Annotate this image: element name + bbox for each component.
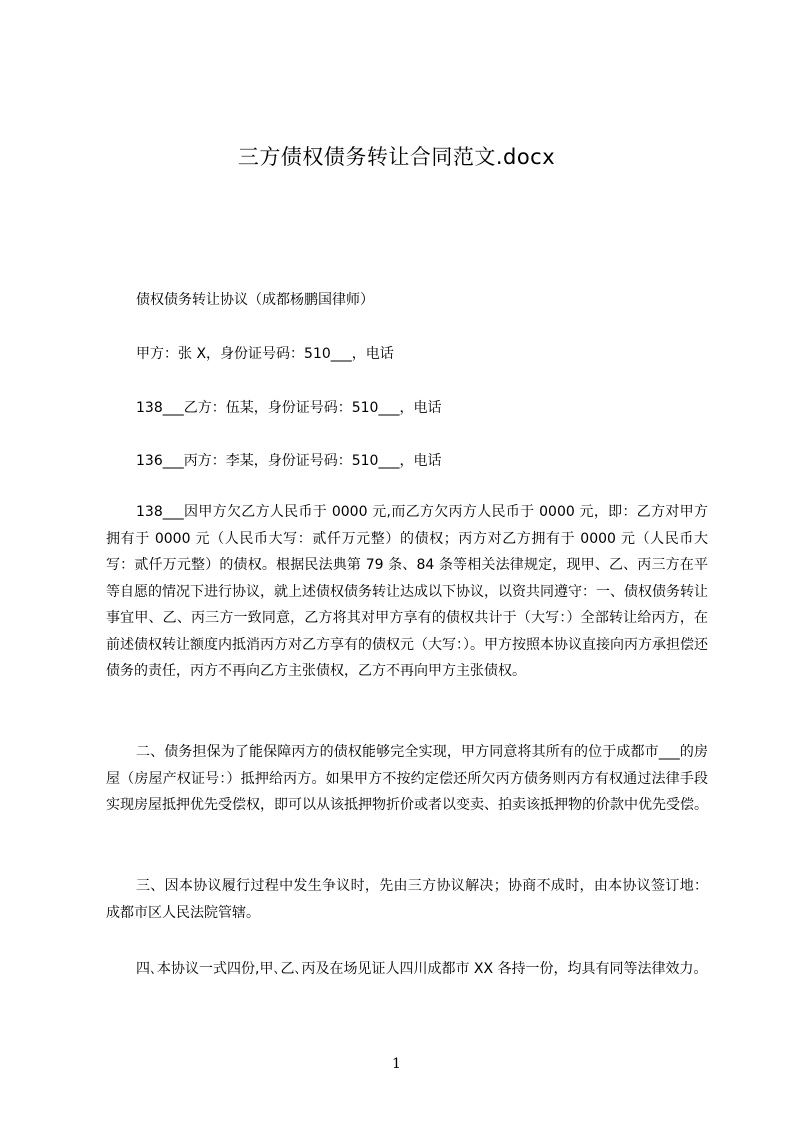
agreement-subtitle: 债权债务转让协议（成都杨鹏国律师）	[136, 292, 374, 308]
paragraph-transfer: 138___因甲方欠乙方人民币于 0000 元,而乙方欠丙方人民币于 0000 元，即：乙方对甲方拥有于 0000 元（人民币大写：贰仟万元整）的债权；丙方对乙方拥有于 0000 元（人民币大写：贰仟万元整）的债权。根据民法典第 79 条、84 条等相关法律规定，现甲、乙、丙三方在平等自愿的情况下进行协议，就上述债权债务转让达成以下协议，以资共同遵守：一、债权债务转让事宜甲、乙、丙三方一致同意，乙方将其对甲方享有的债权共计于（大写：）全部转让给丙方，在前述债权转让额度内抵消丙方对乙方享有的债权元（大写：）。甲方按照本协议直接向丙方承担偿还债务的责任，丙方不再向乙方主张债权，乙方不再向甲方主张债权。	[106, 504, 708, 679]
paragraph-dispute: 三、因本协议履行过程中发生争议时，先由三方协议解决；协商不成时，由本协议签订地：成都市区人民法院管辖。	[106, 878, 708, 921]
paragraph-guarantee: 二、债务担保为了能保障丙方的债权能够完全实现，甲方同意将其所有的位于成都市___的房屋（房屋产权证号：）抵押给丙方。如果甲方不按约定偿还所欠丙方债务则丙方有权通过法律手段实现房屋抵押优先受偿权，即可以从该抵押物折价或者以变卖、拍卖该抵押物的价款中优先受偿。	[106, 744, 708, 813]
paragraph-copies: 四､本协议一式四份,甲､乙､丙及在场见证人四川成都市 XX 各持一份，均具有同等法律效力。	[136, 961, 708, 977]
party-b-line: 138___乙方：伍某，身份证号码：510___，电话	[136, 400, 442, 416]
party-c-line: 136___丙方：李某，身份证号码：510___，电话	[136, 453, 442, 469]
party-a-line: 甲方：张 X，身份证号码：510___，电话	[136, 346, 394, 362]
page-number: 1	[392, 1056, 401, 1072]
document-title: 三方债权债务转让合同范文.docx	[237, 145, 556, 169]
